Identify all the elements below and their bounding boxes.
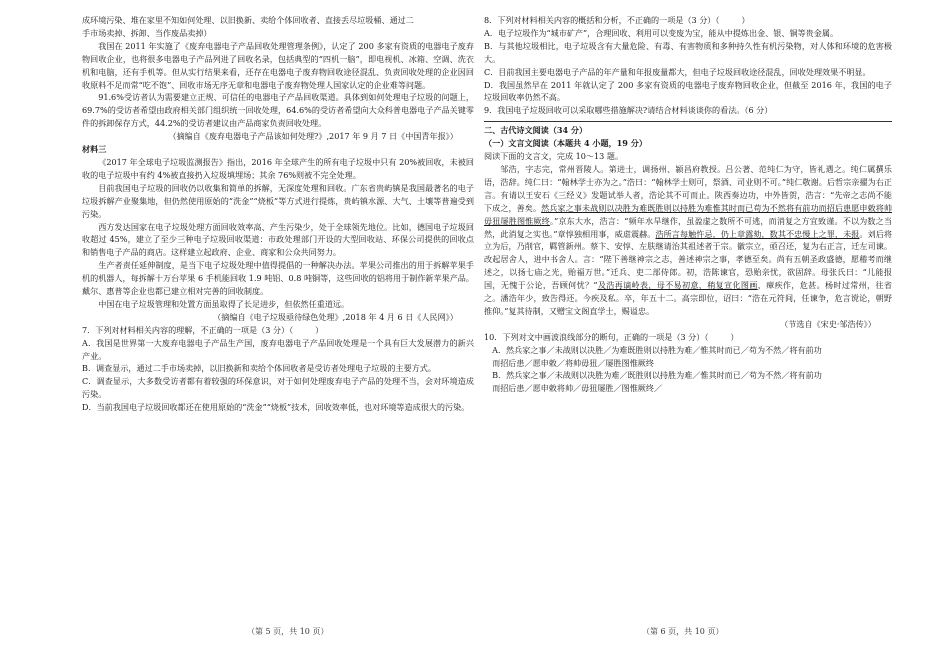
underlined-text: 及浩再谪岭表，母不易初意，稍复宣化图画	[597, 280, 758, 291]
question-10-stem: 10．下列对文中画波浪线部分的断句，正确的一项是（3 分）（	[484, 331, 709, 342]
option-b-line2: 而招后患／愿申敕将帅／毋狃屡胜／图惟厥终／	[492, 383, 663, 394]
underlined-text: 浩所言每触忤忌，仍上章露劾，数其不忠慢上之罪，未报	[655, 228, 860, 239]
citation: （节选自《宋史·邹浩传》）	[780, 318, 876, 329]
option-b-line1: B．然兵家之事／未战则以决胜为难／既胜则以持胜为难／惟其时而已／苟为不然／将有前功	[492, 370, 822, 381]
passage-text: 。刘后将立为后，乃削官，羁管新州。蔡卞、安惇、左肤继请治其祖述者于宗。徽宗立，亟召还，复为右正言，迁左司谏。改起居舍人，进中书舍人。言：“陛下善继神宗之志，善述神宗之事，孝德至矣。尚有五朝圣政盛德，愿稽考而继述之，以扬七庙之光，贻福万世。”迁兵、吏二部侍郎。初，浩陈谏官，恐贻亲忧，欲固辞。母张氏曰：“儿能报国，无愧于公论，吾顾何忧？”	[484, 228, 892, 291]
section-divider	[484, 121, 892, 122]
text-line: 手市场卖掉、拆卸、当作废品卖掉）	[82, 27, 212, 38]
paragraph: 《2017 年全球电子垃圾监测报告》指出，2016 年全球产生的所有电子垃圾中只有 20%被回收，未被回收的电子垃圾中有约 4%被直接扔入垃圾填埋场；其余 76%则被不完全处理。	[82, 156, 474, 180]
material-heading: 材料三	[82, 144, 107, 155]
page-number-right: （第 6 页，共 10 页）	[642, 627, 724, 636]
reading-instruction: 阅读下面的文言文，完成 10～13 题。	[484, 151, 624, 162]
option-d: D．我国虽然早在 2011 年就认定了 200 多家有资质的电器电子废弃物回收企业，但截至 2016 年，我国的电子垃圾回收率仍然不高。	[484, 79, 892, 103]
option-d: D．当前我国电子垃圾回收都还在使用原始的“洗金”“烧板”技术，回收效率低，也对环境等造成很大的污染。	[82, 402, 470, 413]
section-title: 二、古代诗文阅读（34 分）	[484, 125, 588, 136]
subsection-title: （一）文言文阅读（本题共 4 小题，19 分）	[484, 138, 647, 149]
question-7-stem: 7．下列对材料相关内容的理解，不正确的一项是（3 分）（	[82, 324, 294, 335]
citation: （摘编自《电子垃圾亟待绿色处理》,2018 年 4 月 6 日《人民网》）	[213, 311, 458, 322]
citation: （摘编自《废弃电器电子产品该如何处理?》,2017 年 9 月 7 日《中国青年报》）	[168, 131, 458, 142]
classical-passage	[484, 163, 892, 318]
passage-text: 。”京东大水，浩言：“频年水旱继作，虽盈虚之数所不可逃，而消复之方宜致谨。不以为数之当然，此消复之实也。”章惇独相用事，威虐震赫。	[484, 215, 892, 239]
paragraph: 91.6%受访者认为需要建立正规、可信任的电器电子产品回收渠道。具体到如何处理电子垃圾的问题上，69.7%的受访者希望由政府相关部门组织统一回收处理，64.6%的受访者希望向大众科普电器电子产品关键零件的拆卸保存方式，44.2%的受访者建议由产品商家负责回收处理。	[82, 92, 474, 129]
paragraph: 中国在电子垃圾管理和处置方面虽取得了长足进步，但依然任重道远。	[98, 298, 350, 309]
question-7	[82, 324, 474, 337]
question-10-close: ）	[730, 331, 739, 342]
option-a-line1: A．然兵家之事／未战则以决胜／为难既胜则以持胜为难／惟其时而已／苟为不然／将有前功	[492, 344, 822, 355]
question-7-close: ）	[315, 324, 324, 335]
wavy-underlined-text: 然兵家之事未战则以决胜为难既胜则以持胜为难惟其时而已苟为不然将有前功而招后患愿申敕将帅毋狃屡胜图惟厥终	[484, 202, 892, 226]
passage-text: ，瘴疾作，危甚。杨时过常州，往省之。潘浩年少，致告得还。今疾及私。卒，年五十二。高宗即位，诏曰：“浩在元符间，任谏争，危言谠论，朝野推仰。”复其待制，又赠宝文阁直学士，赐谥忠。	[484, 280, 892, 316]
right-page-column	[484, 14, 892, 395]
page-number-left: （第 5 页，共 10 页）	[247, 627, 329, 636]
option-b: B．调查显示，通过二手市场卖掉，以旧换新和卖给个体回收者是受访者处理电子垃圾的主要方式。	[82, 363, 436, 374]
question-10	[484, 331, 892, 344]
paragraph: 目前我国电子垃圾的回收仍以收集和简单的拆解，无深度处理和回收。广东省贵屿镇是我国最著名的电子垃圾拆解产业聚集地，但仍然使用原始的“洗金”“烧板”等方式进行提炼，贵屿镇水源、大气、土壤等普遍受到污染。	[82, 182, 474, 219]
option-a: A．我国是世界第一大废弃电器电子产品生产国，废弃电器电子产品回收处理是一个具有巨大发展潜力的新兴产业。	[82, 337, 474, 361]
option-b: B．与其他垃圾相比，电子垃圾含有大量危险、有毒、有害物质和多种持久性有机污染物，对人体和环境的危害极大。	[484, 40, 892, 64]
question-8	[484, 14, 892, 27]
question-8-stem: 8．下列对材料相关内容的概括和分析，不正确的一项是（3 分）（	[484, 15, 720, 25]
question-8-close: ）	[741, 15, 750, 25]
option-c: C．目前我国主要电器电子产品的年产量和年报废量都大，但电子垃圾回收途径混乱，回收处理效果不明显。	[484, 66, 871, 77]
passage-text: 邹浩，字志完，常州晋陵人。第进士，调扬州、颍昌府教授。吕公著、范纯仁为守，皆礼遇之。纯仁属撰乐语，浩辞。纯仁曰：“翰林学士亦为之。”浩曰：“翰林学士则可，祭酒、司业则不可。”纯仁敬谢。后哲宗亲擢为右正言。有请以王安石《三经义》发题试举人者，浩论其不可而止。陕西奏边功，中外皆贺，浩言：“先帝之志尚不能下成之，善矣。	[484, 163, 892, 213]
text-line: 成环境污染、堆在家里不知如何处理、以旧换新、卖给个体回收者、直接丢尽垃圾桶、通过二	[82, 15, 414, 25]
paragraph: 我国在 2011 年实施了《废弃电器电子产品回收处理管理条例》，认定了 200 多家有资质的电器电子废弃物回收企业，也将很多电器电子产品列进了回收名录，包括典型的“四机一脑”，即电视机、冰箱、空调、洗衣机和电脑，还有手机等。但从实行结果来看，还存在电器电子废弃物回收途径混乱、负责回收处理的企业因回收原料不足而常“吃不饱”、回收市场无序无章和电器电子废弃物处理人国家认定的企业难等问题。	[82, 40, 474, 90]
left-page-column	[82, 14, 474, 414]
option-c: C．调查显示，大多数受访者都有着较强的环保意识，对于如何处理废弃电子产品的处理不当，会对环境造成污染。	[82, 376, 474, 400]
paragraph: 生产者责任延伸制度，是当下电子垃圾处理中值得提倡的一种解决办法。苹果公司推出的用于拆解苹果手机的机器人，每拆解十万台苹果 6 手机能回收 1.9 吨铝、0.8 吨铜等，这些回收的铝将用于制作新苹果产品。戴尔、惠普等企业也都已建立相对完善的回收制度。	[82, 260, 474, 297]
option-a: A．电子垃圾作为“城市矿产”，合理回收、利用可以变废为宝，能从中提炼出金、银、铜等贵金属。	[484, 27, 839, 38]
question-9: 9．我国电子垃圾回收可以采取哪些措施解决?请结合材料谈谈你的看法。（6 分）	[484, 105, 773, 116]
option-a-line2: 而招后患／愿申敕／将帅毋狃／屡胜图惟厥终	[492, 357, 654, 368]
paragraph: 西方发达国家在电子垃圾处理方面回收效率高、产生污染少，处于全球领先地位。比如，德国电子垃圾回收超过 45%，建立了至少三种电子垃圾回收渠道：市政处理部门开设的大型回收站、环保公司提供的回收点和销售电子产品的商店。这样建立起政府、企业、商家和公众共同努力。	[82, 221, 474, 258]
